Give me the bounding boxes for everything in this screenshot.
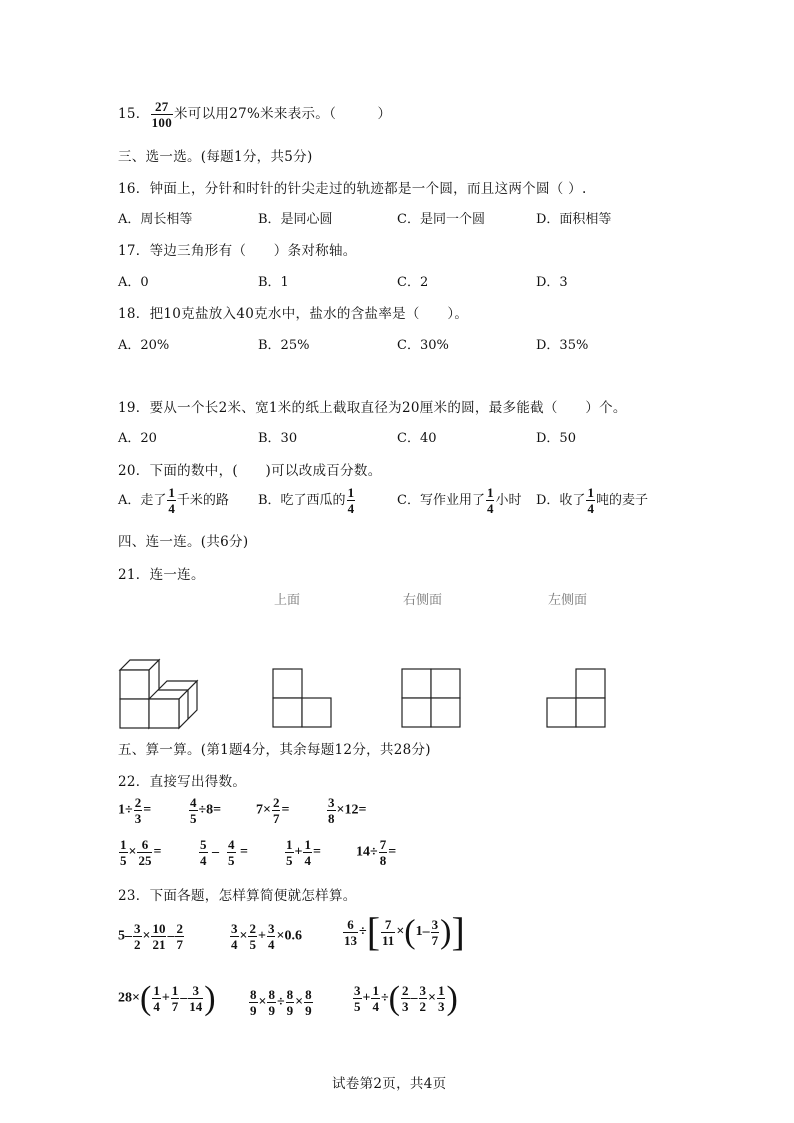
- bracket-left: [: [366, 909, 381, 954]
- view-label-right: 右侧面: [403, 593, 443, 608]
- option-b[interactable]: B．吃了西瓜的 $\frac{1}{4}$: [258, 485, 355, 516]
- option-d[interactable]: D．35%: [536, 338, 589, 353]
- paren-left: (: [388, 979, 400, 1017]
- calc-expression: $\frac{1}{5}$ + $\frac{1}{4}$ =: [286, 837, 321, 868]
- view-shape-reverse-l: [546, 668, 608, 730]
- question-18: 18．把10克盐放入40克水中，盐水的含盐率是（ ）。: [118, 306, 469, 322]
- calc-expression: 5– $\frac{3}{2}$ × $\frac{10}{21}$ – $\frac{2}{7}$: [118, 921, 183, 952]
- option-d[interactable]: D．3: [536, 275, 568, 290]
- cube-front: [120, 699, 149, 728]
- calc-expression: $\frac{6}{13}$ ÷[ $\frac{7}{11}$ ×(1– $\frac{3}{7}$ )]: [344, 909, 465, 954]
- paren-right: ): [440, 913, 452, 951]
- option-a[interactable]: A．20: [118, 431, 157, 446]
- cube-stack-figure: [110, 650, 210, 730]
- fraction: $\frac{27}{100}$: [151, 99, 172, 130]
- option-a[interactable]: A．0: [118, 275, 149, 290]
- paren-right: ): [204, 979, 216, 1017]
- option-d[interactable]: D．面积相等: [536, 212, 612, 227]
- calc-expression: $\frac{1}{5}$ × $\frac{6}{25}$ =: [120, 837, 162, 868]
- option-b[interactable]: B．25%: [258, 338, 310, 353]
- cube-front: [149, 699, 179, 728]
- option-b[interactable]: B．1: [258, 275, 289, 290]
- view-label-left: 左侧面: [548, 593, 588, 608]
- calc-expression: $\frac{3}{8}$ ×12=: [328, 795, 367, 826]
- paren-left: (: [404, 913, 416, 951]
- calc-expression: $\frac{3}{5}$ + $\frac{1}{4}$ ÷( $\frac{2}{3}$ – $\frac{3}{2}$ × $\frac{1}{3}$ ): [354, 979, 458, 1017]
- calc-expression: 14÷ $\frac{7}{8}$ =: [356, 837, 397, 868]
- question-22: 22．直接写出得数。: [118, 774, 247, 790]
- question-21: 21．连一连。: [118, 567, 205, 583]
- view-label-top: 上面: [274, 593, 301, 608]
- section-4-title: 四、连一连。(共6分): [118, 534, 249, 550]
- option-c[interactable]: C．是同一个圆: [397, 212, 485, 227]
- option-d[interactable]: D．50: [536, 431, 576, 446]
- option-b[interactable]: B．30: [258, 431, 298, 446]
- option-c[interactable]: C．写作业用了 $\frac{1}{4}$ 小时: [397, 485, 522, 516]
- option-a[interactable]: A．周长相等: [118, 212, 193, 227]
- calc-expression: 7× $\frac{2}{7}$ =: [256, 795, 290, 826]
- calc-expression: $\frac{3}{4}$ × $\frac{2}{5}$ + $\frac{3}{4}$ ×0.6: [231, 921, 302, 952]
- calc-expression: 28×( $\frac{1}{4}$ + $\frac{1}{7}$ – $\frac{3}{14}$ ): [118, 979, 216, 1017]
- section-3-title: 三、选一选。(每题1分，共5分): [118, 149, 313, 165]
- option-c[interactable]: C．30%: [397, 338, 449, 353]
- calc-expression: 1÷ $\frac{2}{3}$ =: [118, 795, 152, 826]
- calc-expression: $\frac{4}{5}$ ÷8=: [190, 795, 222, 826]
- question-17: 17．等边三角形有（ ）条对称轴。: [118, 243, 357, 259]
- view-shape-l: [272, 668, 334, 730]
- paren-left: (: [139, 979, 152, 1017]
- option-c[interactable]: C．2: [397, 275, 429, 290]
- paren-right: ): [446, 979, 458, 1017]
- question-19: 19．要从一个长2米、宽1米的纸上截取直径为20厘米的圆，最多能截（ ）个。: [118, 400, 627, 416]
- calc-expression: $\frac{8}{9}$ × $\frac{8}{9}$ ÷ $\frac{8}{9}$ × $\frac{8}{9}$: [250, 987, 312, 1018]
- option-a[interactable]: A．20%: [118, 338, 170, 353]
- question-15: 15． $\frac{27}{100}$ 米可以用27%米来表示。（ ）: [118, 99, 392, 130]
- question-16: 16．钟面上，分针和时针的针尖走过的轨迹都是一个圆，而且这两个圆（ ）.: [118, 181, 587, 197]
- option-c[interactable]: C．40: [397, 431, 437, 446]
- section-5-title: 五、算一算。(第1题4分，其余每题12分，共28分): [118, 742, 431, 758]
- option-a[interactable]: A．走了 $\frac{1}{4}$ 千米的路: [118, 485, 229, 516]
- option-d[interactable]: D．收了 $\frac{1}{4}$ 吨的麦子: [536, 485, 648, 516]
- cube-front: [120, 670, 149, 699]
- calc-expression: $\frac{5}{4}$ – $\frac{4}{5}$ =: [200, 837, 248, 868]
- page-footer: 试卷第2页，共4页: [332, 1076, 447, 1092]
- question-20: 20．下面的数中，( )可以改成百分数。: [118, 463, 382, 479]
- option-b[interactable]: B．是同心圆: [258, 212, 333, 227]
- question-23: 23．下面各题，怎样算简便就怎样算。: [118, 888, 357, 904]
- bracket-right: ]: [451, 909, 465, 954]
- view-shape-square: [401, 668, 463, 730]
